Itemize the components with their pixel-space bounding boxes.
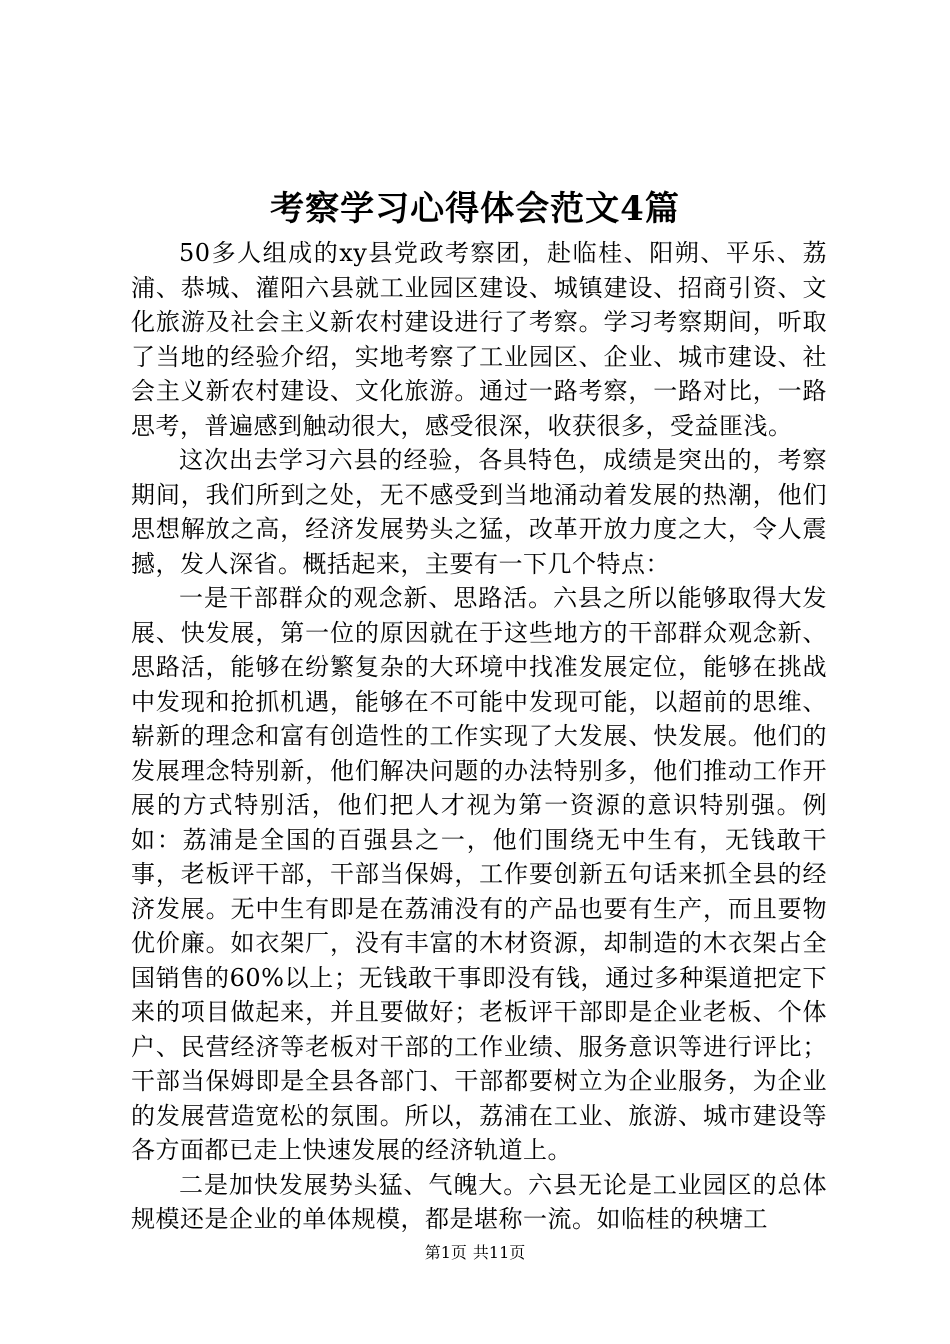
page-footer xyxy=(0,1242,950,1264)
paragraph: 二是加快发展势头猛、气魄大。六县无论是工业园区的总体规模还是企业的单体规模，都是堪称一流。如临桂的秧塘工 xyxy=(131,1170,827,1233)
paragraph: 50多人组成的xy县党政考察团，赴临桂、阳朔、平乐、荔浦、恭城、灌阳六县就工业园区建设、城镇建设、招商引资、文化旅游及社会主义新农村建设进行了考察。学习考察期间，听取了当地的经验介绍，实地考察了工业园区、企业、城市建设、社会主义新农村建设、文化旅游。通过一路考察，一路对比，一路思考，普遍感到触动很大，感受很深，收获很多，受益匪浅。 xyxy=(131,239,827,440)
paragraph: 一是干部群众的观念新、思路活。六县之所以能够取得大发展、快发展，第一位的原因就在于这些地方的干部群众观念新、思路活，能够在纷繁复杂的大环境中找准发展定位，能够在挑战中发现和抢抓机遇，能够在不可能中发现可能，以超前的思维、崭新的理念和富有创造性的工作实现了大发展、快发展。他们的发展理念特别新，他们解决问题的办法特别多，他们推动工作开展的方式特别活，他们把人才视为第一资源的意识特别强。例如：荔浦是全国的百强县之一，他们围绕无中生有，无钱敢干事，老板评干部，干部当保姆，工作要创新五句话来抓全县的经济发展。无中生有即是在荔浦没有的产品也要有生产，而且要物优价廉。如衣架厂，没有丰富的木材资源，却制造的木衣架占全国销售的60%以上；无钱敢干事即没有钱，通过多种渠道把定下来的项目做起来，并且要做好；老板评干部即是企业老板、个体户、民营经济等老板对干部的工作业绩、服务意识等进行评比；干部当保姆即是全县各部门、干部都要树立为企业服务，为企业的发展营造宽松的氛围。所以，荔浦在工业、旅游、城市建设等各方面都已走上快速发展的经济轨道上。 xyxy=(131,584,827,1164)
document-title: 考察学习心得体会范文4篇 xyxy=(270,189,680,229)
paragraph: 这次出去学习六县的经验，各具特色，成绩是突出的，考察期间，我们所到之处，无不感受到当地涌动着发展的热潮，他们思想解放之高，经济发展势头之猛，改革开放力度之大，令人震撼，发人深省。概括起来，主要有一下几个特点： xyxy=(131,446,827,578)
page-number: 第1页 xyxy=(424,1243,467,1262)
page-total: 共11页 xyxy=(472,1243,526,1262)
document-body xyxy=(131,236,827,1237)
